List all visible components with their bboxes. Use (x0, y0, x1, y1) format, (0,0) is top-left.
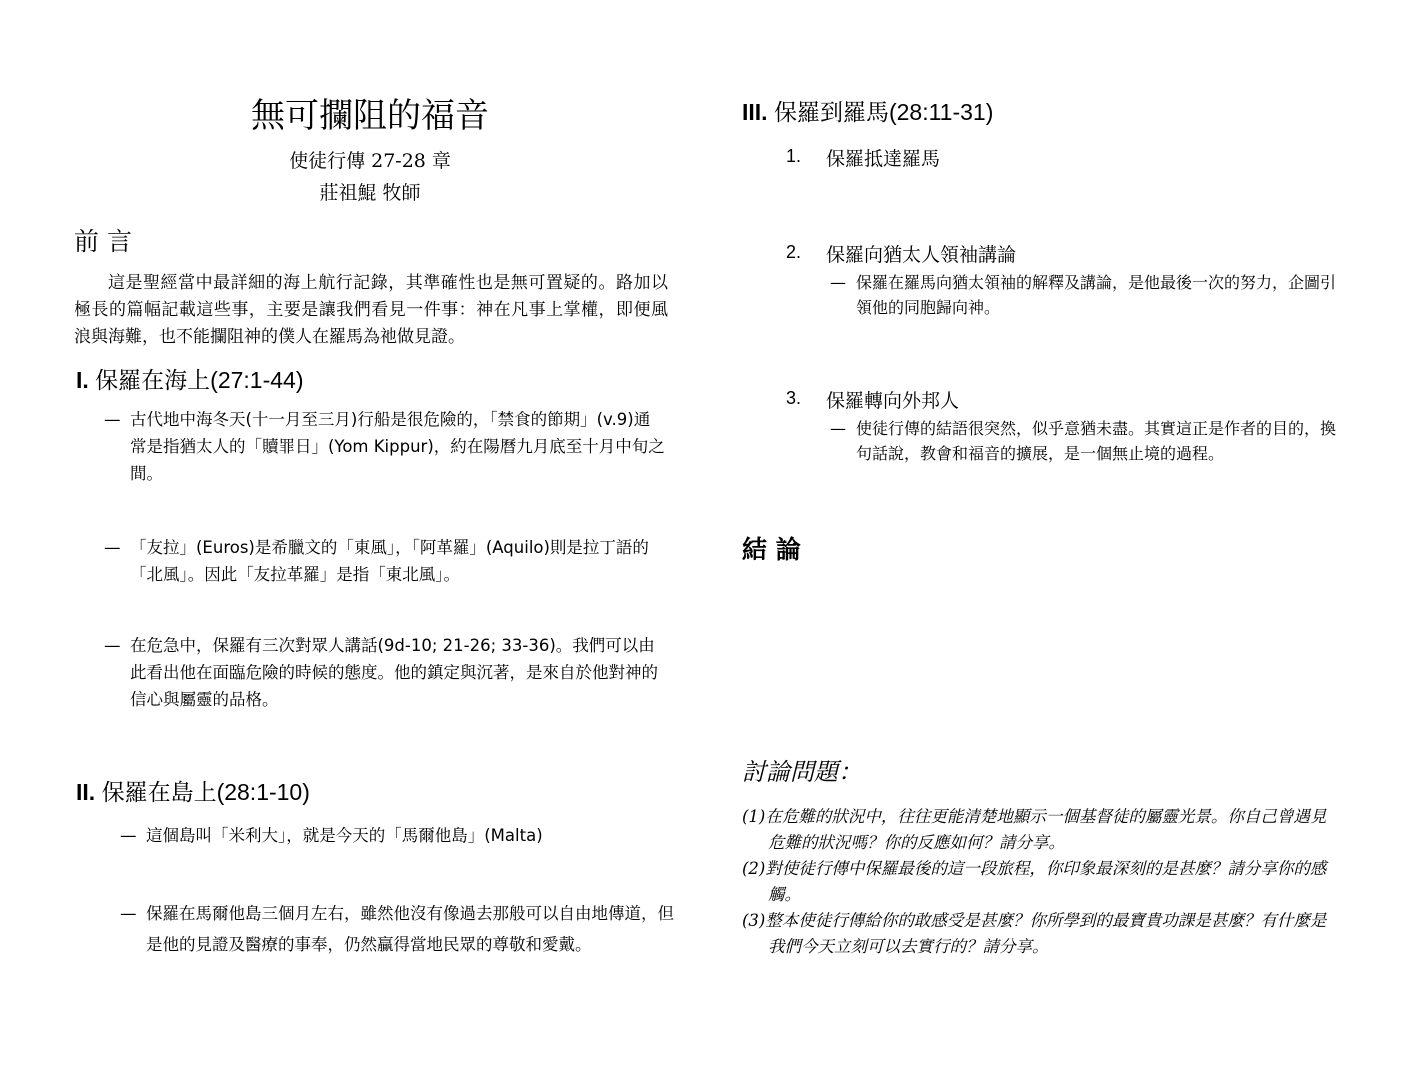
discussion-question: (1)在危難的狀況中，往往更能清楚地顯示一個基督徒的屬靈光景。你自己曾遇見危難的狀況嗎？你的反應如何？請分享。 (742, 807, 1327, 852)
item-number: 1. (786, 146, 802, 166)
section1-bullet: — 在危急中，保羅有三次對眾人講話(9d-10; 21-26; 33-36)。我們可以由此看出他在面臨危險的時候的態度。他的鎮定與沉著，是來自於他對神的信心與屬靈的品格。 (104, 636, 658, 709)
section2-heading (76, 774, 310, 807)
item-label: 保羅轉向外邦人 (826, 390, 960, 412)
section1-number: I. (76, 367, 89, 393)
item-number: 3. (786, 388, 802, 408)
discussion-heading: 討論問題： (742, 758, 862, 786)
discussion-question: (3)整本使徒行傳給你的敢感受是甚麼？你所學到的最寶貴功課是甚麼？有什麼是我們今天立刻可以去實行的？請分享。 (742, 911, 1327, 956)
item-label: 保羅向猶太人領袖講論 (826, 244, 1017, 266)
item-note: — 保羅在羅馬向猶太領袖的解釋及講論，是他最後一次的努力，企圖引領他的同胞歸向神。 (830, 273, 1337, 317)
intro-paragraph: 這是聖經當中最詳細的海上航行記錄，其準確性也是無可置疑的。路加以極長的篇幅記載這些事，主要是讓我們看見一件事：神在凡事上掌權，即便風浪與海難，也不能攔阻神的僕人在羅馬為祂做見證。 (74, 273, 668, 347)
conclusion-heading: 結 論 (742, 535, 801, 564)
speaker-name: 莊祖鯤 牧師 (319, 182, 421, 204)
item-label: 保羅抵達羅馬 (826, 148, 941, 170)
item-number: 2. (786, 242, 802, 262)
section2-title: 保羅在島上(28:1-10) (101, 779, 310, 805)
item-note: — 使徒行傳的結語很突然，似乎意猶未盡。其實這正是作者的目的，換句話說，教會和福音的擴展，是一個無止境的過程。 (830, 419, 1337, 463)
section3-number: III. (742, 99, 768, 125)
section1-title: 保羅在海上(27:1-44) (95, 367, 304, 393)
discussion-list (742, 804, 1338, 960)
section1-bullet: — 「友拉」(Euros)是希臘文的「東風」，「阿革羅」(Aquilo)則是拉丁語的「北風」。因此「友拉革羅」是指「東北風」。 (104, 538, 649, 584)
section1-bullet: — 古代地中海冬天(十一月至三月)行船是很危險的，「禁食的節期」(v.9)通常是指猶太人的「贖罪日」(Yom Kippur)，約在陽曆九月底至十月中旬之間。 (104, 410, 665, 483)
section2-bullet: — 這個島叫「米利大」，就是今天的「馬爾他島」(Malta) (120, 826, 543, 845)
section3-heading (742, 94, 993, 127)
section2-number: II. (76, 779, 96, 805)
section2-bullet: — 保羅在馬爾他島三個月左右，雖然他沒有像過去那般可以自由地傳道，但是他的見證及醫療的事奉，仍然贏得當地民眾的尊敬和愛戴。 (120, 904, 674, 954)
page-title: 無可攔阻的福音 (251, 96, 489, 136)
discussion-question: (2)對使徒行傳中保羅最後的這一段旅程，你印象最深刻的是甚麼？請分享你的感觸。 (742, 859, 1327, 904)
section1-heading (76, 362, 304, 395)
intro-heading: 前 言 (74, 227, 132, 256)
passage-reference: 使徒行傳 27-28 章 (289, 150, 451, 172)
section3-title: 保羅到羅馬(28:11-31) (773, 99, 994, 125)
